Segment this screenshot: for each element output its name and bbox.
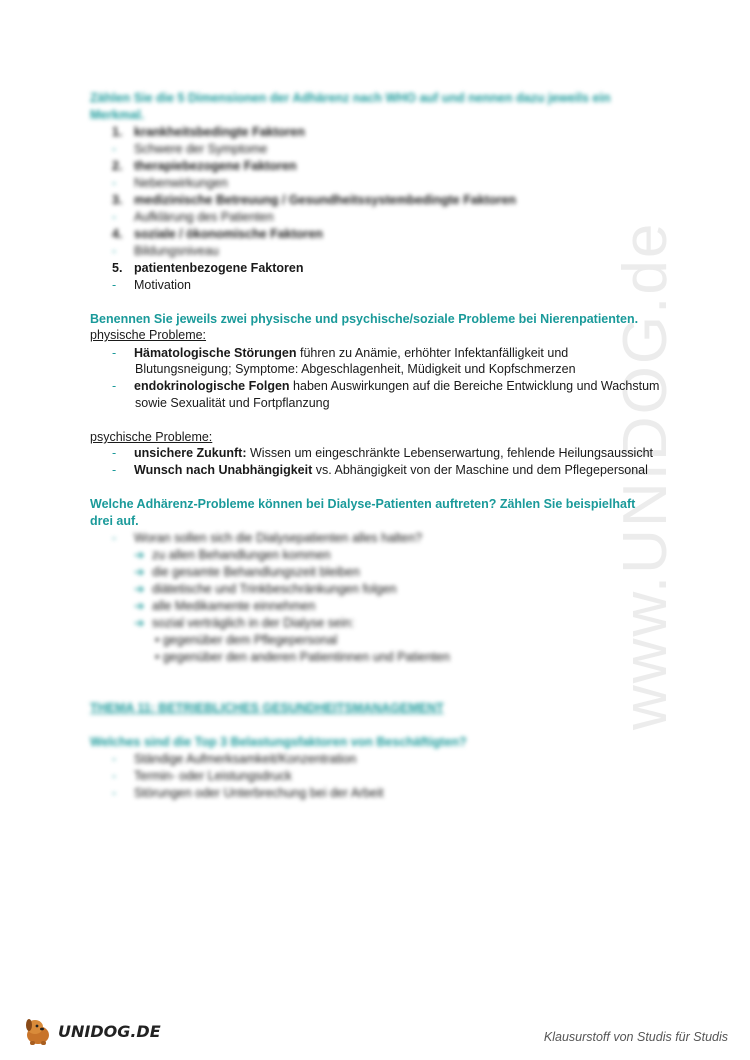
q1-item-1-sub: - Schwere der Symptome: [112, 142, 268, 156]
q4-item-2: - Termin- oder Leistungsdruck: [112, 769, 292, 783]
q1-item-5: 5. patientenbezogene Faktoren: [112, 261, 304, 275]
q2-physical-1-cont: Blutungsneigung; Symptome: Abgeschlagenheit, Müdigkeit und Kopfschmerzen: [135, 362, 576, 376]
q2-psych-heading: psychische Probleme:: [90, 430, 213, 444]
watermark: www.UNIDOG.de: [611, 221, 680, 730]
q4-item-3: - Störungen oder Unterbrechung bei der Arbeit: [112, 786, 384, 800]
q2-physical-2-cont: sowie Sexualität und Fortpflanzung: [135, 396, 330, 410]
q3-arrow-2: ➔ die gesamte Behandlungszeit bleiben: [134, 565, 360, 579]
q1-item-3-sub: - Aufklärung des Patienten: [112, 210, 274, 224]
q3-intro: - Woran sollen sich die Dialysepatienten alles halten?: [112, 531, 423, 545]
q1-item-5-sub: - Motivation: [112, 278, 191, 292]
q2-physical-1: - Hämatologische Störungen führen zu Anämie, erhöhter Infektanfälligkeit und: [112, 346, 569, 360]
q2-title: Benennen Sie jeweils zwei physische und psychische/soziale Probleme bei Nierenpatienten.: [90, 312, 639, 326]
topic-heading: THEMA 11: BETRIEBLICHES GESUNDHEITSMANAGEMENT: [90, 701, 444, 715]
dog-icon: [22, 1016, 54, 1046]
q3-arrow-4: ➔ alle Medikamente einnehmen: [134, 599, 316, 613]
q1-item-4-sub: - Bildungsniveau: [112, 244, 219, 258]
q1-item-2-sub: - Nebenwirkungen: [112, 176, 228, 190]
q4-title: Welches sind die Top 3 Belastungsfaktoren von Beschäftigten?: [90, 735, 467, 749]
q2-physical-heading: physische Probleme:: [90, 328, 207, 342]
q1-title-line2: Merkmal.: [90, 108, 145, 122]
unidog-logo: [22, 1016, 161, 1046]
q3-arrow-3: ➔ diätetische und Trinkbeschränkungen folgen: [134, 582, 397, 596]
q3-arrow-5: ➔ sozial verträglich in der Dialyse sein:: [134, 616, 355, 630]
q1-item-1: 1. krankheitsbedingte Faktoren: [112, 125, 305, 139]
q4-item-1: - Ständige Aufmerksamkeit/Konzentration: [112, 752, 357, 766]
q3-title-line2: drei auf.: [90, 514, 139, 528]
q3-bullet-1: • gegenüber dem Pflegepersonal: [155, 633, 338, 647]
q3-bullet-2: • gegenüber den anderen Patientinnen und Patienten: [155, 650, 450, 664]
q2-psych-1: - unsichere Zukunft: Wissen um eingeschränkte Lebenserwartung, fehlende Heilungsaussicht: [112, 446, 653, 460]
q1-title-line1: Zählen Sie die 5 Dimensionen der Adhärenz nach WHO auf und nennen dazu jeweils ein: [90, 91, 611, 105]
q1-item-3: 3. medizinische Betreuung / Gesundheitssystembedingte Faktoren: [112, 193, 517, 207]
q1-item-4: 4. soziale / ökonomische Faktoren: [112, 227, 323, 241]
q3-title-line1: Welche Adhärenz-Probleme können bei Dialyse-Patienten auftreten? Zählen Sie beispielhaft: [90, 497, 636, 511]
footer-tagline: Klausurstoff von Studis für Studis: [543, 1030, 728, 1044]
q1-item-2: 2. therapiebezogene Faktoren: [112, 159, 297, 173]
logo-brand: UNIDOG.DE: [58, 1021, 161, 1041]
q3-arrow-1: ➔ zu allen Behandlungen kommen: [134, 548, 331, 562]
q2-physical-2: - endokrinologische Folgen haben Auswirkungen auf die Bereiche Entwicklung und Wachstum: [112, 379, 660, 393]
q2-psych-2: - Wunsch nach Unabhängigkeit vs. Abhängigkeit von der Maschine und dem Pflegepersonal: [112, 463, 648, 477]
